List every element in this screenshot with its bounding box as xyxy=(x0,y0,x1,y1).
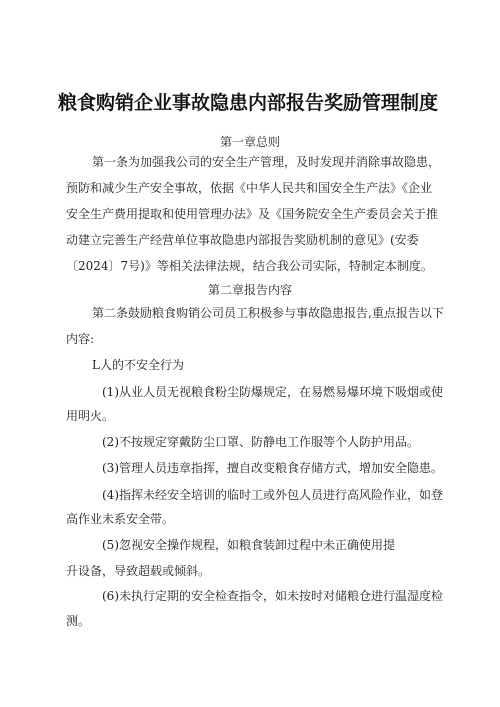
section-heading: L人的不安全行为 xyxy=(92,358,184,372)
item-2-line-1: (2)不按规定穿戴防尘口罩、防静电工作服等个人防护用品。 xyxy=(102,435,420,449)
chapter-1-line-3: 安全生产费用提取和使用管理办法》及《国务院安全生产委员会关于推 xyxy=(66,207,439,221)
item-6-line-2: 测。 xyxy=(66,614,91,628)
chapter-1-line-4: 动建立完善生产经营单位事故隐患内部报告奖励机制的意见》(安委 xyxy=(66,233,419,247)
item-6-line-1: (6)未执行定期的安全检查指令，如未按时对储粮仓进行温湿度检 xyxy=(102,589,444,603)
document-title: 粮食购销企业事故隐患内部报告奖励管理制度 xyxy=(58,92,439,114)
chapter-1-line-1: 第一条为加强我公司的安全生产管理，及时发现并消除事故隐患， xyxy=(92,155,441,169)
article-2-line-1: 第二条鼓励粮食购销公司员工积极参与事故隐患报告,重点报告以下 xyxy=(92,306,444,320)
article-2-line-2: 内容: xyxy=(66,332,95,346)
item-1-line-1: (1)从业人员无视粮食粉尘防爆规定，在易燃易爆环境下吸烟或使 xyxy=(102,385,444,399)
item-5-line-1: (5)忽视安全操作规程，如粮食装卸过程中未正确使用提 xyxy=(102,538,396,552)
item-3-line-1: (3)管理人员违章指挥，擅自改变粮食存储方式，增加安全隐患。 xyxy=(102,461,444,475)
chapter-1-line-5: 〔2024〕7号)》等相关法律法规，结合我公司实际，特制定本制度。 xyxy=(66,259,433,273)
chapter-2-heading: 第二章报告内容 xyxy=(207,283,292,297)
chapter-1-line-2: 预防和减少生产安全事故，依据《中华人民共和国安全生产法》《企业 xyxy=(66,181,433,195)
item-1-line-2: 用明火。 xyxy=(66,409,115,423)
item-5-line-2: 升设备，导致超载或倾斜。 xyxy=(66,564,211,578)
item-4-line-1: (4)指挥未经安全培训的临时工或外包人员进行高风险作业，如登 xyxy=(102,488,444,502)
chapter-1-heading: 第一章总则 xyxy=(219,135,280,149)
item-4-line-2: 高作业未系安全带。 xyxy=(66,512,175,526)
